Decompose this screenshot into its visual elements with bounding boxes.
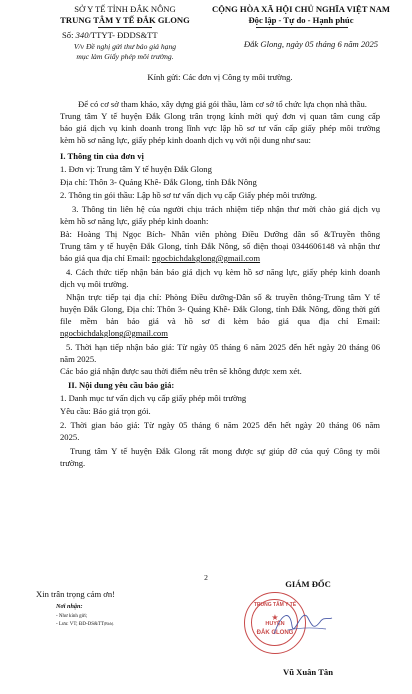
service-list-line: 1. Danh mục tư vấn dịch vụ cấp giấy phép môi trường: [60, 393, 247, 403]
doc-number: [62, 30, 158, 41]
doc-number-label: Số:: [62, 30, 74, 40]
intro-line-2: Trung tâm Y tế huyện Đắk Glong trân trọng kính mời quý đơn vị quan tâm cung cấp: [60, 111, 380, 121]
contact-line-1: 3. Thông tin liên hệ của người chịu trách nhiệm tiếp nhận thư mời chào giá dịch vụ: [72, 204, 380, 214]
recipients-title: Nơi nhận:: [56, 603, 83, 610]
section-1-title: I. Thông tin của đơn vị: [60, 151, 144, 161]
intro-line-4: kèm hồ sơ năng lực, giấy phép kinh doanh dịch vụ với nội dung như sau:: [60, 135, 311, 145]
seal-bottom-text: ĐẮK GLONG: [256, 630, 294, 636]
seal-top-text: TRUNG TÂM Y TẾ: [253, 602, 297, 608]
recipients-item-2: [56, 621, 114, 629]
unit-line: 1. Đơn vị: Trung tâm Y tế huyện Đắk Glong: [60, 164, 212, 174]
quote-period-line-2: 2025.: [60, 432, 80, 442]
signer-name: Vũ Xuân Tân: [283, 667, 333, 677]
contact-email-link-1[interactable]: ngocbichdakglong@gmail.com: [152, 253, 261, 263]
method-line-2: dịch vụ môi trường.: [60, 279, 129, 289]
delivery-line-1: Nhận trực tiếp tại địa chỉ: Phòng Điều dưỡng-Dân số & truyền thông-Trung tâm Y tế: [66, 292, 380, 302]
document-date: Đắk Glong, ngày 05 tháng 6 năm 2025: [243, 39, 379, 49]
country-name: CỘNG HÒA XÃ HỘI CHỦ NGHĨA VIỆT NAM: [211, 4, 391, 14]
recipients-item-1: - Như kính gửi;: [56, 614, 88, 619]
intro-line-1: Để có cơ sở tham khảo, xây dựng giá gói thầu, làm cơ sở tổ chức lựa chọn nhà thầu.: [78, 99, 367, 109]
contact-line-2: kèm hồ sơ năng lực, giấy phép kinh doanh:: [60, 216, 209, 226]
signer-title: GIÁM ĐỐC: [285, 579, 331, 589]
regards-line: Xin trân trọng cảm ơn!: [36, 589, 116, 599]
seal-mid-text: HUYỆN: [265, 621, 285, 627]
org-underline: [98, 27, 152, 28]
deadline-line-2: năm 2025.: [60, 354, 97, 364]
page-number: 2: [204, 573, 208, 582]
recipients-item-2-tail: (Bích).: [104, 622, 115, 626]
delivery-email-line: [60, 328, 380, 339]
org-name: TRUNG TÂM Y TẾ ĐẮK GLONG: [60, 15, 190, 25]
deadline-line-1: 5. Thời hạn tiếp nhận báo giá: Từ ngày 05 tháng 6 năm 2025 đến hết ngày 20 tháng 06: [66, 342, 380, 352]
subject-line-1: V/v Đề nghị gửi thư báo giá hạng: [73, 42, 177, 51]
signature-mark: [268, 600, 338, 644]
method-line-1: 4. Cách thức tiếp nhận bản báo giá dịch vụ kèm hồ sơ năng lực, giấy phép kinh doanh: [66, 267, 380, 277]
intro-line-3: báo giá dịch vụ kinh doanh trong lĩnh vực lập hồ sơ tư vấn cấp giấy phép môi trường: [60, 123, 380, 133]
contact-line-3: Bà: Hoàng Thị Ngọc Bích- Nhân viên phòng Điều Dưỡng dân số &Truyền thông: [60, 229, 380, 239]
closing-line-1: Trung tâm Y tế huyện Đắk Glong rất mong được sự giúp đỡ của quý Công ty môi: [70, 446, 380, 456]
closing-line-2: trường.: [60, 458, 86, 468]
recipient-line: Kính gửi: Các đơn vị Công ty môi trường.: [147, 72, 293, 82]
contact-line-5: [60, 253, 380, 264]
recipients-item-2-text: - Lưu: VT; ĐD-DS&TT: [56, 622, 105, 627]
seal-star-icon: ★: [271, 613, 279, 622]
org-parent: SỞ Y TẾ TỈNH ĐẮK NÔNG: [74, 4, 176, 14]
country-motto: Độc lập - Tự do - Hạnh phúc: [248, 15, 354, 25]
contact-email-link-2[interactable]: ngocbichdakglong@gmail.com: [60, 328, 168, 338]
contact-email-label: báo giá qua địa chỉ Email:: [60, 253, 153, 263]
late-note-line: Các báo giá nhận được sau thời điểm nêu trên sẽ không được xem xét.: [60, 366, 302, 376]
subject-line-2: mục làm Giấy phép môi trường.: [76, 52, 174, 61]
address-line: Địa chỉ: Thôn 3- Quảng Khê- Đắk Glong, tỉnh Đắk Nông: [60, 177, 257, 187]
doc-number-value: 340: [75, 30, 89, 40]
quote-period-line-1: 2. Thời gian báo giá: Từ ngày 05 tháng 6 năm 2025 đến hết ngày 20 tháng 06 năm: [60, 420, 380, 430]
package-line: 2. Thông tin gói thầu: Lập hồ sơ tư vấn dịch vụ cấp Giấy phép môi trường.: [60, 190, 317, 200]
contact-line-4: Trung tâm y tế huyện Đắk Glong, tỉnh Đắk Nông, số điện thoại 0344606148 và nhận thư: [60, 241, 380, 251]
delivery-line-3: file mềm bản báo giá và hồ sơ đi kèm báo giá qua địa chỉ Email:: [60, 316, 380, 326]
doc-number-suffix: /TTYT- ĐDDS&TT: [88, 30, 158, 40]
delivery-line-2: huyện Đắk Glong, Địa chỉ: Thôn 3- Quảng Khê- Đắk Glong, tỉnh Đắk Nông, đồng thời gửi: [60, 304, 380, 314]
requirement-line: Yêu cầu: Báo giá trọn gói.: [60, 406, 151, 416]
motto-underline: [256, 27, 348, 28]
section-2-title: II. Nội dung yêu cầu báo giá:: [68, 380, 175, 390]
